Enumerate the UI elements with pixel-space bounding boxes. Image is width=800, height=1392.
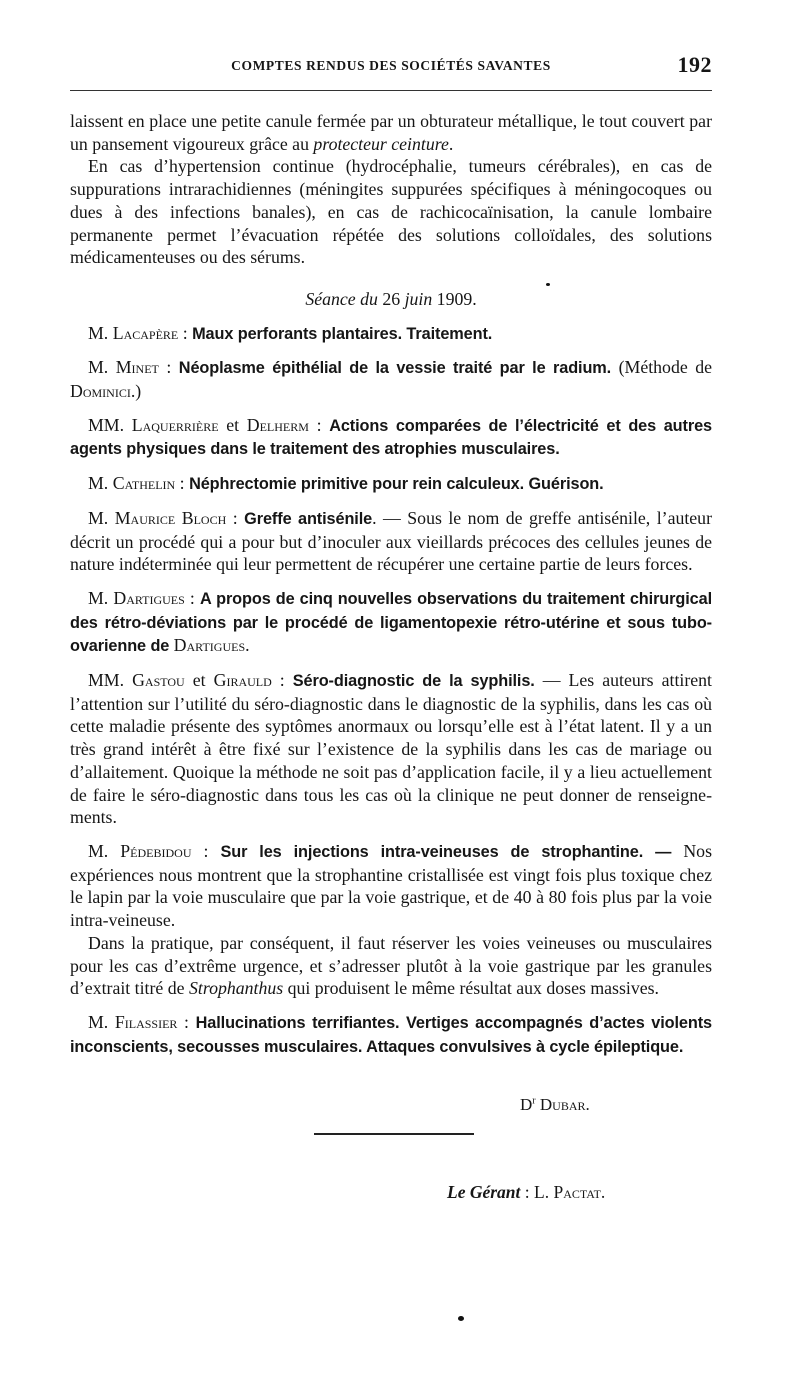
paragraph-strophanthus: Dans la pratique, par conséquent, il faut réserver les voies veineuses ou musculaires pour les cas d’extrême urgence, et s’adresser plutôt à la voie gastrique par les granules d’extrait titré de Strophanthus qui produisent le même résultat aux doses massives.	[70, 932, 712, 999]
author-name: Dartigues	[113, 587, 185, 608]
entry-bloch: M. Maurice Bloch : Greffe antisénile. — Sous le nom de greffe antisénile, l’auteur décrit un procédé qui a pour but d’inoculer aux vieillards précoces des cellules jeunes de nature indéterminée qui leur permettent de récupérer une certaine partie de leurs forces.	[70, 507, 712, 575]
entry-title: Néphrectomie primitive pour rein calculeux. Guérison.	[189, 475, 604, 494]
ink-speck	[458, 1316, 464, 1321]
article-body	[70, 110, 712, 1058]
author-name: Laquerrière	[131, 414, 219, 435]
author-name: Gastou	[132, 670, 185, 691]
paragraph-canule: laissent en place une petite canule fermée par un obturateur métallique, le tout couvert par un pansement vigoureux grâce au protecteur ceinture.	[70, 111, 712, 154]
author-name: Pédebidou	[120, 840, 192, 861]
entry-title: Néoplasme épithélial de la vessie traité par le radium.	[178, 359, 612, 378]
header-rule	[70, 90, 712, 91]
entry-laquerriere: MM. Laquerrière et Delherm : Actions comparées de l’électricité et des autres agents physiques dans le traitement des atrophies musculaires.	[70, 414, 712, 459]
entry-cathelin: M. Cathelin : Néphrectomie primitive pour rein calculeux. Guérison.	[88, 473, 604, 494]
entry-title: Hallucinations terrifiantes. Vertiges accompagnés d’actes violents inconscients, secousses musculaires. Attaques convulsives à cycle épileptique.	[70, 1013, 712, 1056]
author-name: Minet	[115, 357, 159, 378]
entry-minet: M. Minet : Néoplasme épithélial de la vessie traité par le radium. (Méthode de Dominici.)	[70, 357, 712, 402]
closing-rule	[314, 1133, 474, 1135]
author-name: Maurice Bloch	[114, 507, 227, 528]
page-number: 192	[677, 52, 712, 77]
author-name: Cathelin	[112, 473, 176, 494]
entry-filassier: M. Filassier : Hallucinations terrifiantes. Vertiges accompagnés d’actes violents inconscients, secousses musculaires. Attaques convulsives à cycle épileptique.	[70, 1011, 712, 1056]
entry-lacapere: M. Lacapère : Maux perforants plantaires. Traitement.	[88, 322, 493, 343]
author-name: Delherm	[246, 414, 309, 435]
ink-speck	[546, 283, 550, 286]
entry-title: Maux perforants plantaires. Traitement.	[192, 324, 493, 343]
author-name: Lacapère	[112, 322, 179, 343]
entry-title: Séro-diagnostic de la syphilis.	[292, 672, 535, 691]
entry-pedebidou: M. Pédebidou : Sur les injections intra-veineuses de strophantine. — Nos expériences nous montrent que la strophantine cristallisée est vingt fois plus toxique chez le lapin par la voie musculaire que par la voie gastrique, et de 40 à 80 fois plus par la voie intra-veineuse.	[70, 840, 712, 931]
paragraph-hypertension: En cas d’hypertension continue (hydrocéphalie, tumeurs cérébrales), en cas de suppurations intrarachidiennes (méningites suppurées spécifiques à méningocoques ou dues à des infections banales), en cas de rachicocaïnisation, la canule lombaire permanente permet l’évacuation répétée des solutions colloïdales, des solutions médicamenteuses ou des sérums.	[70, 156, 712, 268]
signature: $D^r$ Dubar.	[520, 1095, 590, 1114]
author-name: Filassier	[114, 1011, 178, 1032]
entry-dartigues: M. Dartigues : A propos de cinq nouvelles observations du traitement chirurgical des rétro-déviations par le procédé de ligamentopexie rétro-utérine et sous tubo-ovarienne de Dartigues.	[70, 587, 712, 656]
entry-title: Actions comparées de l’électricité et des autres agents physiques dans le traitement des atrophies musculaires.	[70, 416, 712, 459]
entry-title: Greffe antisénile	[244, 509, 373, 528]
entry-gastou: MM. Gastou et Girauld : Séro-diagnostic de la syphilis. — Les auteurs attirent l’attention sur l’utilité du séro-diagnostic dans le diagnostic de la syphilis, dans les cas où cette maladie présente des syptômes anormaux ou lorsqu’elle est à l’état latent. Il y a un très grand intérêt à être fixé sur l’existence de la syphilis dans les cas de mariage ou d’allaitement. Quoique la méthode ne soit pas d’application facile, il y a lieu actuellement de faire le séro-diagnostic dans tous les cas où la clinique ne peut donner de renseignements.	[70, 670, 712, 828]
page-header	[70, 54, 712, 84]
entry-title: A propos de cinq nouvelles observations du traitement chirurgical des rétro-déviations par le procédé de ligamentopexie rétro-utérine et sous tubo-ovarienne de	[70, 589, 712, 656]
entry-title: Sur les injections intra-veineuses de strophantine. —	[220, 842, 672, 861]
author-name: Girauld	[213, 670, 272, 691]
running-head: COMPTES RENDUS DES SOCIÉTÉS SAVANTES	[231, 58, 551, 73]
gerant-line: Le Gérant : L. Pactat.	[447, 1182, 606, 1202]
seance-heading: Séance du 26 juin 1909.	[305, 288, 477, 309]
